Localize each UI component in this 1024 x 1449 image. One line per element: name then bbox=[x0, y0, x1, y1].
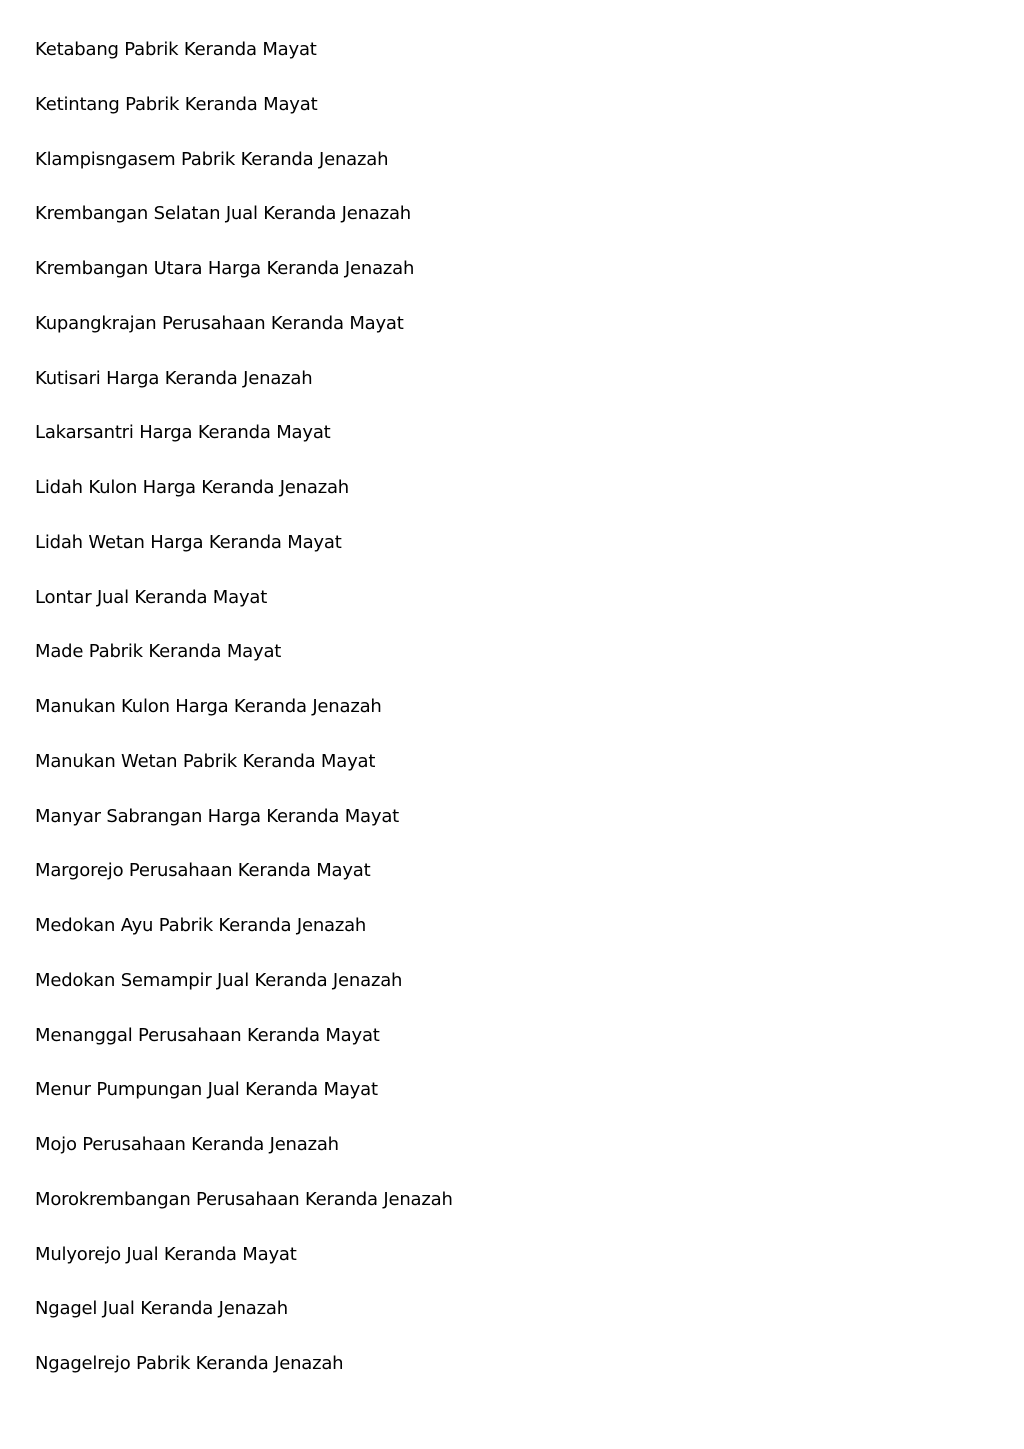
list-item: Manukan Wetan Pabrik Keranda Mayat bbox=[35, 750, 376, 772]
list-item: Lidah Kulon Harga Keranda Jenazah bbox=[35, 477, 350, 498]
list-item: Medokan Ayu Pabrik Keranda Jenazah bbox=[35, 915, 367, 936]
list-item: Menanggal Perusahaan Keranda Mayat bbox=[35, 1024, 380, 1046]
text-list bbox=[35, 36, 453, 1405]
list-item: Manyar Sabrangan Harga Keranda Mayat bbox=[35, 805, 400, 827]
list-item: Mulyorejo Jual Keranda Mayat bbox=[35, 1243, 297, 1265]
list-item: Ketabang Pabrik Keranda Mayat bbox=[35, 39, 317, 60]
list-item: Manukan Kulon Harga Keranda Jenazah bbox=[35, 696, 382, 717]
list-item: Ketintang Pabrik Keranda Mayat bbox=[35, 93, 318, 115]
list-item: Made Pabrik Keranda Mayat bbox=[35, 641, 282, 663]
list-item: Lakarsantri Harga Keranda Mayat bbox=[35, 422, 331, 444]
list-item: Margorejo Perusahaan Keranda Mayat bbox=[35, 860, 371, 882]
list-item: Morokrembangan Perusahaan Keranda Jenazah bbox=[35, 1188, 453, 1210]
list-item: Ngagelrejo Pabrik Keranda Jenazah bbox=[35, 1353, 344, 1374]
list-item: Menur Pumpungan Jual Keranda Mayat bbox=[35, 1079, 378, 1101]
list-item: Krembangan Utara Harga Keranda Jenazah bbox=[35, 258, 415, 279]
list-item: Medokan Semampir Jual Keranda Jenazah bbox=[35, 969, 403, 991]
list-item: Lidah Wetan Harga Keranda Mayat bbox=[35, 531, 342, 553]
list-item: Klampisngasem Pabrik Keranda Jenazah bbox=[35, 148, 389, 170]
list-item: Ngagel Jual Keranda Jenazah bbox=[35, 1298, 288, 1320]
list-item: Kutisari Harga Keranda Jenazah bbox=[35, 367, 313, 389]
list-item: Mojo Perusahaan Keranda Jenazah bbox=[35, 1134, 339, 1155]
list-item: Kupangkrajan Perusahaan Keranda Mayat bbox=[35, 312, 404, 334]
list-item: Lontar Jual Keranda Mayat bbox=[35, 586, 268, 608]
list-item: Krembangan Selatan Jual Keranda Jenazah bbox=[35, 203, 411, 225]
